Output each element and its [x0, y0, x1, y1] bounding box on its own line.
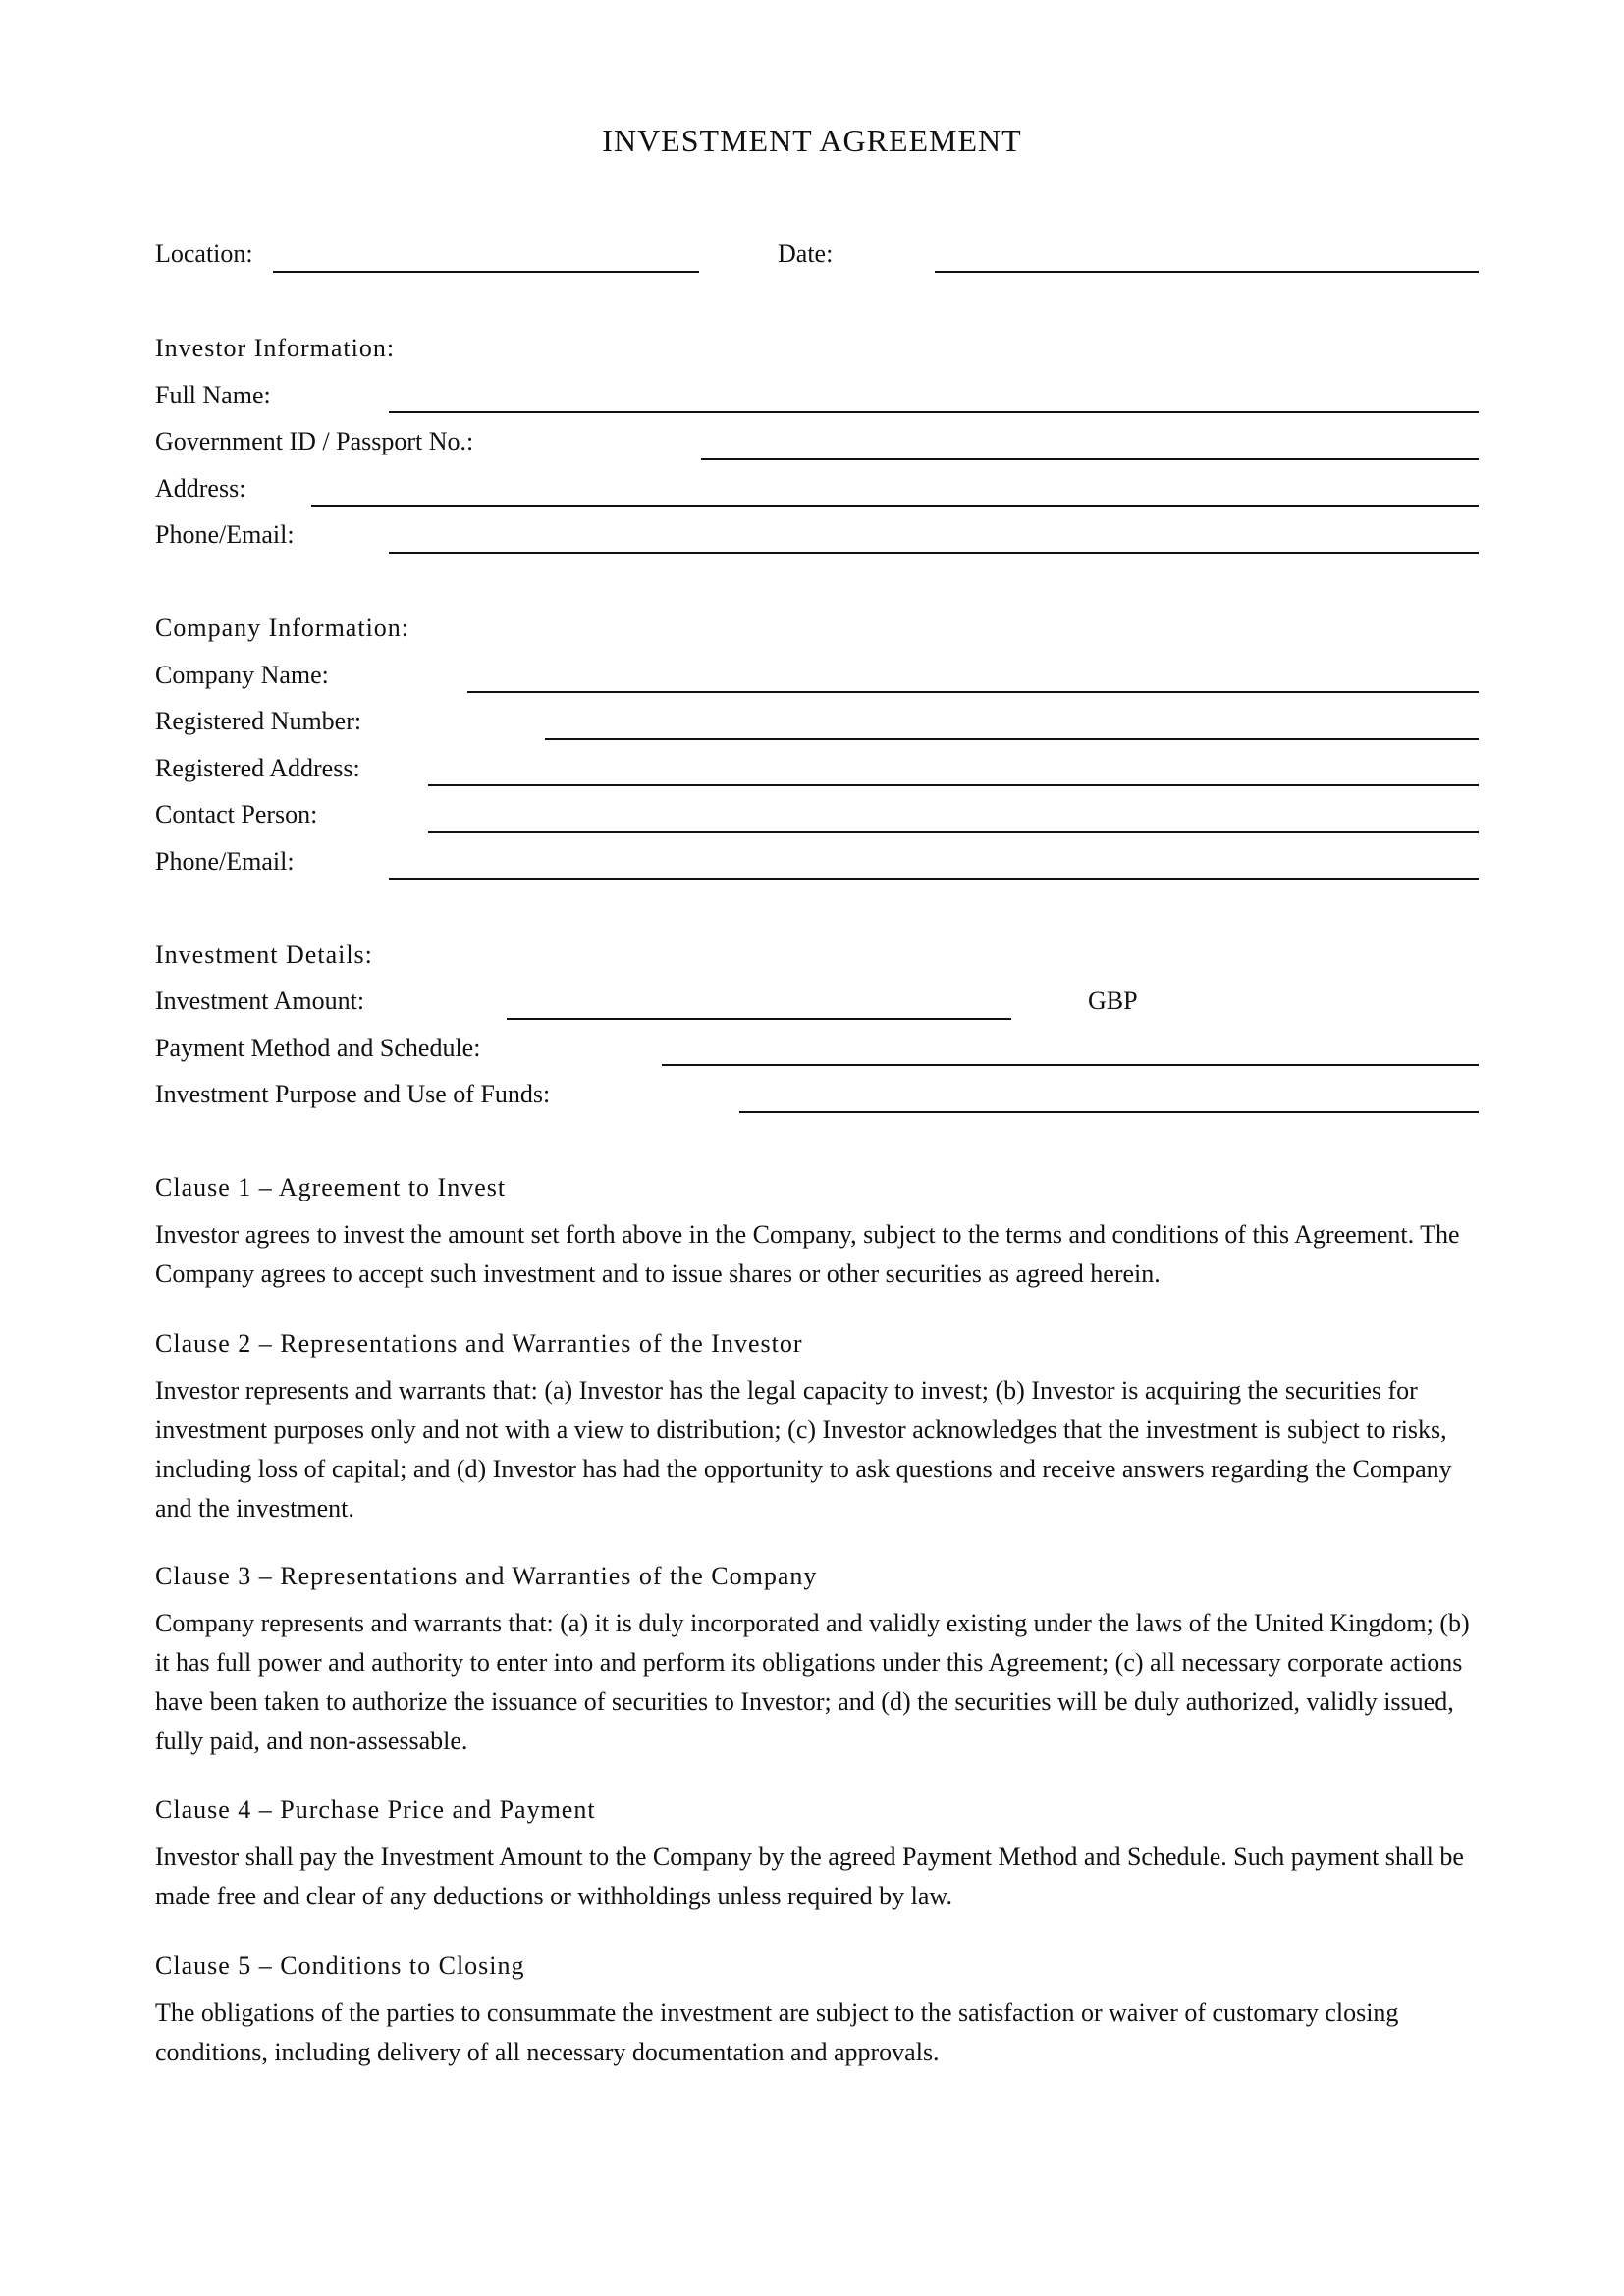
- clause-3-body: Company represents and warrants that: (a) it is duly incorporated and validly existing under the laws of the United Kingdom; (b) it has full power and authority to enter into and perform its obligations under this Agreement; (c) all necessary corporate actions have been taken to authorize the issuance of securities to Investor; and (d) the securities will be duly authorized, validly issued, fully paid, and non-assessable.: [155, 1609, 1470, 1755]
- date-field[interactable]: [935, 271, 1479, 273]
- company-reg-number-label: Registered Number:: [155, 707, 362, 735]
- clause-2-heading: Clause 2 – Representations and Warranties of the Investor: [155, 1329, 803, 1358]
- investor-gov-id-field[interactable]: [701, 458, 1479, 460]
- clause-5-body: The obligations of the parties to consummate the investment are subject to the satisfaction or waiver of customary closing conditions, including delivery of all necessary documentation and approvals.: [155, 1999, 1399, 2066]
- company-phone-email-field[interactable]: [389, 878, 1479, 880]
- company-name-field[interactable]: [467, 691, 1479, 693]
- clause-4-body: Investor shall pay the Investment Amount to the Company by the agreed Payment Method and Schedule. Such payment shall be made free and clear of any deductions or withholdings unless required by law.: [155, 1842, 1464, 1910]
- clause-4-heading: Clause 4 – Purchase Price and Payment: [155, 1795, 596, 1824]
- investment-purpose-field[interactable]: [739, 1111, 1479, 1113]
- company-name-label: Company Name:: [155, 661, 329, 689]
- investment-purpose-label: Investment Purpose and Use of Funds:: [155, 1080, 551, 1108]
- clause-1-heading: Clause 1 – Agreement to Invest: [155, 1173, 507, 1201]
- company-reg-address-field[interactable]: [428, 784, 1479, 786]
- clause-1-body: Investor agrees to invest the amount set forth above in the Company, subject to the terms and conditions of this Agreement. The Company agrees to accept such investment and to issue shares or other securities as agreed herein.: [155, 1220, 1460, 1288]
- clause-5-heading: Clause 5 – Conditions to Closing: [155, 1951, 525, 1980]
- investor-phone-email-field[interactable]: [389, 552, 1479, 554]
- investor-full-name-label: Full Name:: [155, 381, 271, 409]
- investor-address-field[interactable]: [311, 505, 1479, 507]
- payment-method-label: Payment Method and Schedule:: [155, 1034, 481, 1062]
- company-reg-address-label: Registered Address:: [155, 754, 360, 782]
- investor-gov-id-label: Government ID / Passport No.:: [155, 427, 474, 455]
- company-contact-label: Contact Person:: [155, 800, 318, 828]
- investor-address-label: Address:: [155, 474, 246, 503]
- clause-3-heading: Clause 3 – Representations and Warranties of the Company: [155, 1562, 818, 1590]
- company-reg-number-field[interactable]: [545, 738, 1479, 740]
- investor-phone-email-label: Phone/Email:: [155, 520, 295, 549]
- date-label: Date:: [778, 240, 834, 268]
- location-field[interactable]: [273, 271, 699, 273]
- investment-amount-field[interactable]: [507, 1018, 1011, 1020]
- location-label: Location:: [155, 240, 253, 268]
- document-title: INVESTMENT AGREEMENT: [602, 123, 1022, 158]
- investor-info-heading: Investor Information:: [155, 334, 396, 362]
- clause-2-body: Investor represents and warrants that: (a) Investor has the legal capacity to invest; (b) Investor is acquiring the securities for investment purposes only and not with a view to distribution; (c) Investor acknowledges that the investment is subject to risks, including loss of capital; and (d) Investor has had the opportunity to ask questions and receive answers regarding the Company and the investment.: [155, 1376, 1452, 1522]
- currency-label: GBP: [1088, 987, 1138, 1015]
- investment-details-heading: Investment Details:: [155, 940, 373, 969]
- company-phone-email-label: Phone/Email:: [155, 847, 295, 876]
- company-contact-field[interactable]: [428, 831, 1479, 833]
- investor-full-name-field[interactable]: [389, 411, 1479, 413]
- payment-method-field[interactable]: [662, 1064, 1479, 1066]
- company-info-heading: Company Information:: [155, 614, 410, 642]
- investment-amount-label: Investment Amount:: [155, 987, 365, 1015]
